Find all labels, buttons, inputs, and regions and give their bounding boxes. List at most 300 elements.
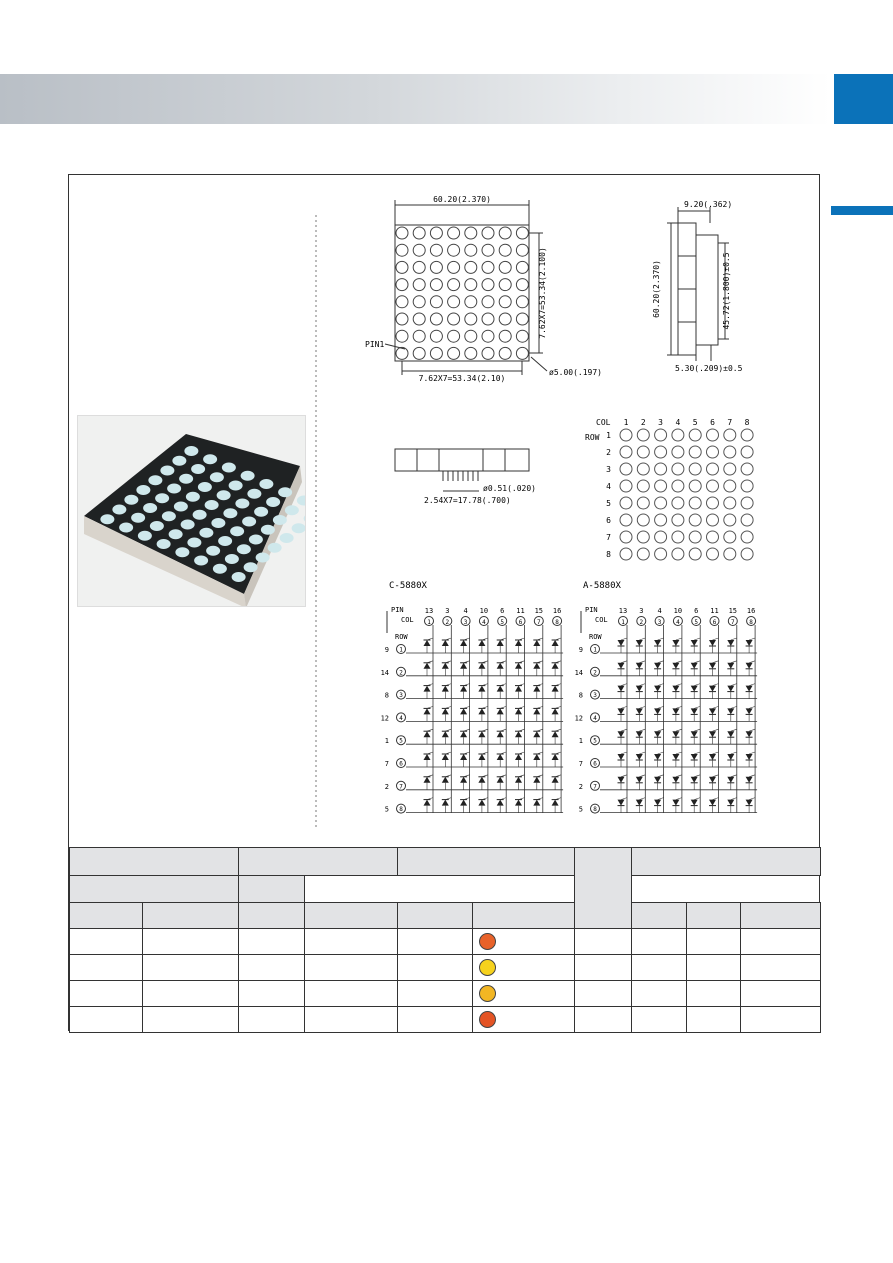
led-diode xyxy=(424,754,431,760)
grid-dot xyxy=(707,531,719,543)
grid-dot xyxy=(655,497,667,509)
front-dot xyxy=(396,261,408,273)
schematic-row-label: ROW xyxy=(589,633,602,641)
led-lead xyxy=(621,684,627,686)
schematic-row-number: 3 xyxy=(399,692,403,700)
grid-col-number: 4 xyxy=(675,418,681,427)
schematic-col-pin: 16 xyxy=(552,607,562,615)
grid-dot xyxy=(707,497,719,509)
schematic-row-number: 1 xyxy=(399,646,403,654)
led-lead xyxy=(713,684,719,686)
schematic-common-anode xyxy=(575,581,758,814)
table-cell xyxy=(70,955,143,981)
led-diode xyxy=(497,663,504,669)
grid-dot xyxy=(620,480,632,492)
table-cell xyxy=(473,929,575,955)
led-diode xyxy=(515,777,522,783)
led-diode xyxy=(654,754,661,760)
table-cell xyxy=(398,1007,473,1033)
grid-dot xyxy=(672,429,684,441)
front-dot xyxy=(465,347,477,359)
led-lead xyxy=(749,706,755,708)
led-diode xyxy=(460,708,467,714)
schematic-col-label: COL xyxy=(401,616,414,624)
grid-dot xyxy=(707,480,719,492)
table-row xyxy=(70,981,821,1007)
grid-dot xyxy=(689,548,701,560)
led-diode xyxy=(618,800,625,806)
schematic-row-number: 6 xyxy=(593,760,597,768)
led-lead xyxy=(658,729,664,731)
front-dot xyxy=(499,330,511,342)
led-diode xyxy=(442,686,449,692)
led-diode xyxy=(552,663,559,669)
schematic-col-number: 6 xyxy=(712,619,717,626)
led-diode xyxy=(478,640,485,646)
schematic-col-pin: 10 xyxy=(479,607,489,615)
front-dot xyxy=(482,330,494,342)
schematic-row-number: 8 xyxy=(593,806,597,814)
front-dot xyxy=(516,261,528,273)
side-depth-label: 9.20(.362) xyxy=(684,200,733,209)
grid-dot xyxy=(724,548,736,560)
grid-dot xyxy=(724,514,736,526)
side-pin-length-label: 5.30(.209)±0.5 xyxy=(675,364,743,373)
led-diode xyxy=(515,708,522,714)
led-lead xyxy=(676,752,682,754)
grid-dot xyxy=(724,480,736,492)
led-lead xyxy=(731,775,737,777)
led-diode xyxy=(727,777,734,783)
schematic-col-number: 2 xyxy=(639,619,644,626)
table-cell xyxy=(473,955,575,981)
table-cell xyxy=(575,1007,632,1033)
grid-row-number: 6 xyxy=(606,516,611,525)
led-diode xyxy=(709,686,716,692)
led-diode xyxy=(709,777,716,783)
schematic-col-pin: 4 xyxy=(463,607,468,615)
grid-dot xyxy=(620,548,632,560)
led-diode xyxy=(552,640,559,646)
led-diode xyxy=(746,754,753,760)
schematic-col-pin: 15 xyxy=(728,607,738,615)
led-diode xyxy=(533,663,540,669)
grid-dot xyxy=(655,429,667,441)
grid-dot xyxy=(741,514,753,526)
led-diode xyxy=(618,708,625,714)
grid-dot xyxy=(724,463,736,475)
header-bar xyxy=(0,74,831,124)
led-diode xyxy=(552,731,559,737)
grid-dot xyxy=(672,446,684,458)
front-dot xyxy=(448,261,460,273)
led-diode xyxy=(442,708,449,714)
schematic-col-number: 3 xyxy=(463,619,468,626)
grid-row-number: 4 xyxy=(606,482,611,491)
led-diode xyxy=(460,754,467,760)
led-lead xyxy=(676,638,682,640)
schematic-row-pin: 5 xyxy=(384,805,389,814)
table-cell xyxy=(473,981,575,1007)
table-cell xyxy=(305,929,398,955)
side-view xyxy=(652,200,743,373)
table-header-cell xyxy=(239,848,398,876)
table-row xyxy=(70,929,821,955)
led-diode xyxy=(709,731,716,737)
led-diode xyxy=(691,686,698,692)
table-header-cell xyxy=(632,903,687,929)
led-lead xyxy=(621,798,627,800)
schematic-row-pin: 2 xyxy=(384,782,389,791)
front-dot xyxy=(516,313,528,325)
led-lead xyxy=(621,706,627,708)
emitting-color-swatch xyxy=(479,985,496,1002)
front-dot xyxy=(396,227,408,239)
table-cell xyxy=(632,929,687,955)
led-diode xyxy=(497,800,504,806)
table-cell xyxy=(143,955,239,981)
front-dot xyxy=(413,347,425,359)
grid-dot xyxy=(707,446,719,458)
grid-dot xyxy=(707,429,719,441)
grid-dot xyxy=(620,514,632,526)
grid-dot xyxy=(620,497,632,509)
front-dot xyxy=(396,347,408,359)
grid-col-number: 8 xyxy=(744,418,750,427)
front-dot xyxy=(465,227,477,239)
led-diode xyxy=(478,663,485,669)
led-diode xyxy=(533,800,540,806)
grid-dot xyxy=(741,480,753,492)
schematic-row-pin: 1 xyxy=(578,737,583,746)
table-cell xyxy=(143,981,239,1007)
schematic-row-number: 5 xyxy=(399,737,403,745)
led-lead xyxy=(621,638,627,640)
front-dot xyxy=(413,279,425,291)
led-diode xyxy=(636,754,643,760)
emitting-color-swatch xyxy=(479,959,496,976)
led-diode xyxy=(460,640,467,646)
schematic-col-pin: 4 xyxy=(657,607,662,615)
table-cell xyxy=(398,955,473,981)
schematic-pin-label: PIN xyxy=(585,606,598,614)
front-dot xyxy=(396,330,408,342)
schematic-row-number: 4 xyxy=(593,714,597,722)
led-lead xyxy=(731,752,737,754)
led-lead xyxy=(639,798,645,800)
front-dot xyxy=(499,313,511,325)
front-dot xyxy=(516,244,528,256)
led-diode xyxy=(424,800,431,806)
led-diode xyxy=(460,800,467,806)
led-diode xyxy=(515,754,522,760)
schematic-row-pin: 1 xyxy=(384,737,389,746)
grid-row-number: 2 xyxy=(606,448,611,457)
front-dot xyxy=(465,313,477,325)
led-lead xyxy=(639,684,645,686)
led-lead xyxy=(749,661,755,663)
grid-col-number: 6 xyxy=(710,418,715,427)
schematic-c-title: C-5880X xyxy=(389,581,427,591)
front-dot xyxy=(482,261,494,273)
front-dot xyxy=(413,261,425,273)
led-diode xyxy=(442,754,449,760)
led-diode xyxy=(636,686,643,692)
table-cell xyxy=(398,981,473,1007)
led-diode xyxy=(746,708,753,714)
led-diode xyxy=(746,800,753,806)
table-header-cell xyxy=(70,876,239,903)
schematic-row-number: 7 xyxy=(593,783,597,791)
schematic-row-number: 3 xyxy=(593,692,597,700)
led-diode xyxy=(515,731,522,737)
led-lead xyxy=(731,638,737,640)
grid-dot xyxy=(741,497,753,509)
grid-col-number: 5 xyxy=(692,418,698,427)
led-lead xyxy=(621,729,627,731)
led-lead xyxy=(658,706,664,708)
led-diode xyxy=(424,731,431,737)
led-diode xyxy=(424,663,431,669)
grid-dot xyxy=(637,429,649,441)
table-cell xyxy=(70,1007,143,1033)
front-width-label: 60.20(2.370) xyxy=(433,195,491,204)
schematic-col-pin: 11 xyxy=(710,607,719,615)
grid-dot xyxy=(672,531,684,543)
schematic-pin-label: PIN xyxy=(391,606,404,614)
front-dot xyxy=(448,296,460,308)
led-diode xyxy=(442,663,449,669)
led-lead xyxy=(676,775,682,777)
schematic-col-label: COL xyxy=(595,616,608,624)
led-diode xyxy=(460,663,467,669)
front-dot xyxy=(482,227,494,239)
table-header-cell xyxy=(143,903,239,929)
table-cell xyxy=(687,981,741,1007)
bottom-view xyxy=(395,449,536,505)
table-cell xyxy=(398,929,473,955)
led-lead xyxy=(713,706,719,708)
led-lead xyxy=(731,661,737,663)
front-dot xyxy=(430,244,442,256)
schematic-row-pin: 9 xyxy=(578,646,583,654)
schematic-row-number: 4 xyxy=(399,714,403,722)
grid-dot xyxy=(637,531,649,543)
front-dot xyxy=(499,244,511,256)
led-diode xyxy=(497,777,504,783)
led-diode xyxy=(478,686,485,692)
led-diode xyxy=(654,663,661,669)
front-dot xyxy=(448,330,460,342)
front-dot xyxy=(448,313,460,325)
led-diode xyxy=(727,686,734,692)
led-diode xyxy=(672,777,679,783)
grid-dot xyxy=(655,531,667,543)
grid-col-number: 1 xyxy=(623,418,629,427)
schematic-col-pin: 13 xyxy=(424,607,434,615)
front-dot xyxy=(430,347,442,359)
grid-dot xyxy=(620,446,632,458)
led-diode xyxy=(636,800,643,806)
front-dot xyxy=(430,279,442,291)
grid-row-number: 5 xyxy=(606,499,611,508)
led-diode xyxy=(654,800,661,806)
led-diode xyxy=(460,686,467,692)
front-dot xyxy=(516,330,528,342)
led-diode xyxy=(618,754,625,760)
front-dot xyxy=(413,313,425,325)
led-diode xyxy=(618,777,625,783)
front-dot xyxy=(448,227,460,239)
table-cell xyxy=(741,929,821,955)
front-dot xyxy=(499,296,511,308)
grid-dot xyxy=(707,548,719,560)
table-cell xyxy=(143,929,239,955)
table-cell xyxy=(687,929,741,955)
led-lead xyxy=(731,684,737,686)
led-diode xyxy=(691,731,698,737)
table-header-cell xyxy=(239,876,305,903)
front-view xyxy=(365,195,602,383)
schematic-col-pin: 16 xyxy=(746,607,756,615)
led-diode xyxy=(442,800,449,806)
front-dot xyxy=(413,296,425,308)
led-diode xyxy=(746,640,753,646)
table-cell xyxy=(687,1007,741,1033)
led-lead xyxy=(694,798,700,800)
grid-col-number: 3 xyxy=(658,418,664,427)
front-height-label: 7.62X7=53.34(2.100) xyxy=(538,247,547,339)
led-lead xyxy=(749,752,755,754)
grid-row-number: 8 xyxy=(606,550,611,559)
front-dot xyxy=(430,313,442,325)
front-dot xyxy=(396,296,408,308)
led-lead xyxy=(639,775,645,777)
schematic-row-number: 2 xyxy=(593,669,597,677)
led-lead xyxy=(749,638,755,640)
front-dot xyxy=(516,279,528,291)
led-diode xyxy=(672,708,679,714)
table-cell xyxy=(305,981,398,1007)
grid-dot xyxy=(620,531,632,543)
grid-dot xyxy=(689,463,701,475)
led-diode xyxy=(478,754,485,760)
front-dot xyxy=(396,279,408,291)
schematic-row-pin: 7 xyxy=(384,760,389,768)
led-lead xyxy=(639,729,645,731)
led-lead xyxy=(694,775,700,777)
led-diode xyxy=(654,708,661,714)
grid-dot xyxy=(689,429,701,441)
led-diode xyxy=(515,800,522,806)
schematic-row-number: 1 xyxy=(593,646,597,654)
grid-dot xyxy=(707,463,719,475)
schematic-row-number: 7 xyxy=(399,783,403,791)
led-lead xyxy=(731,798,737,800)
led-diode xyxy=(727,754,734,760)
grid-col-label: COL xyxy=(596,418,611,427)
bottom-pitch-label: 2.54X7=17.78(.700) xyxy=(424,496,511,505)
led-lead xyxy=(658,775,664,777)
led-diode xyxy=(746,731,753,737)
bottom-pin-diameter-label: ø0.51(.020) xyxy=(483,484,536,493)
led-diode xyxy=(497,686,504,692)
table-row xyxy=(70,955,821,981)
schematic-col-number: 3 xyxy=(657,619,662,626)
front-dot xyxy=(430,261,442,273)
led-diode xyxy=(654,640,661,646)
table-header-cell xyxy=(70,848,239,876)
table-header-cell xyxy=(398,903,473,929)
pin1-label: PIN1 xyxy=(365,340,385,349)
led-diode xyxy=(672,754,679,760)
grid-dot xyxy=(741,531,753,543)
grid-dot xyxy=(620,463,632,475)
schematic-row-number: 2 xyxy=(399,669,403,677)
front-dot xyxy=(413,330,425,342)
grid-dot xyxy=(637,497,649,509)
schematic-col-number: 8 xyxy=(555,619,559,626)
schematic-a-title: A-5880X xyxy=(583,581,621,591)
schematic-row-label: ROW xyxy=(395,633,408,641)
led-diode xyxy=(442,777,449,783)
led-lead xyxy=(713,729,719,731)
led-lead xyxy=(639,752,645,754)
front-dot xyxy=(430,330,442,342)
led-diode xyxy=(746,686,753,692)
section-tab xyxy=(834,74,893,124)
led-diode xyxy=(460,731,467,737)
led-diode xyxy=(709,708,716,714)
table-cell xyxy=(239,981,305,1007)
grid-dot xyxy=(672,497,684,509)
led-diode xyxy=(654,731,661,737)
led-lead xyxy=(658,638,664,640)
schematic-row-number: 5 xyxy=(593,737,597,745)
emitting-color-swatch xyxy=(479,1011,496,1028)
schematic-col-pin: 6 xyxy=(500,607,505,615)
table-cell xyxy=(473,1007,575,1033)
led-diode xyxy=(533,777,540,783)
led-lead xyxy=(658,798,664,800)
front-dot xyxy=(482,296,494,308)
led-diode xyxy=(478,800,485,806)
led-lead xyxy=(676,706,682,708)
grid-dot xyxy=(707,514,719,526)
schematic-common-cathode xyxy=(381,581,564,814)
led-lead xyxy=(713,638,719,640)
led-diode xyxy=(533,708,540,714)
led-lead xyxy=(658,684,664,686)
led-diode xyxy=(618,686,625,692)
grid-dot xyxy=(741,429,753,441)
grid-row-number: 7 xyxy=(606,533,611,542)
led-diode xyxy=(497,708,504,714)
led-diode xyxy=(691,640,698,646)
grid-dot xyxy=(637,548,649,560)
table-row xyxy=(70,1007,821,1033)
schematic-col-number: 7 xyxy=(730,619,735,626)
led-diode xyxy=(533,640,540,646)
table-cell xyxy=(305,955,398,981)
table-header-cell xyxy=(305,903,398,929)
schematic-col-pin: 10 xyxy=(673,607,683,615)
led-diode xyxy=(709,663,716,669)
led-diode xyxy=(424,708,431,714)
grid-dot xyxy=(672,548,684,560)
table-header-cell xyxy=(632,848,821,876)
front-dot xyxy=(482,347,494,359)
